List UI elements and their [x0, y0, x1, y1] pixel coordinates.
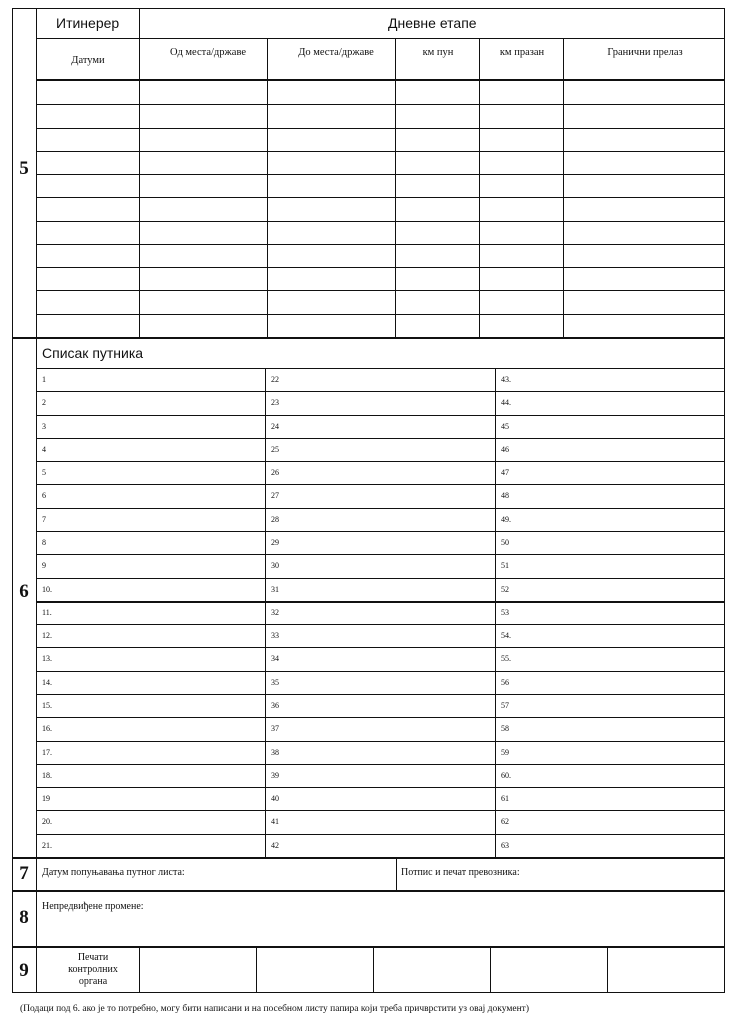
passenger-number: 38 [271, 748, 279, 757]
passenger-name-field[interactable] [58, 393, 262, 412]
section-number-6: 6 [19, 581, 29, 602]
passenger-number: 40 [271, 794, 279, 803]
stage-row[interactable] [37, 268, 724, 289]
passenger-name-field[interactable] [287, 836, 491, 855]
passenger-name-field[interactable] [287, 556, 491, 575]
passenger-name-field[interactable] [58, 370, 262, 389]
passenger-number: 53 [501, 608, 509, 617]
passenger-name-field[interactable] [58, 463, 262, 482]
passenger-number: 17. [42, 748, 52, 757]
passenger-number: 44. [501, 398, 511, 407]
passenger-number: 35 [271, 678, 279, 687]
footnote: (Подаци под 6. ако је то потребно, могу бити написани и на посебном листу папира који треба причврстити уз овај документ) [20, 1004, 530, 1014]
col-header-dates: Датуми [71, 55, 105, 66]
passenger-number: 36 [271, 701, 279, 710]
passenger-name-field[interactable] [58, 626, 262, 645]
passenger-name-field[interactable] [287, 393, 491, 412]
passenger-name-field[interactable] [58, 510, 262, 529]
passenger-name-field[interactable] [287, 440, 491, 459]
completion-date-label: Датум попуњавања путног листа: [42, 867, 185, 878]
stage-row[interactable] [37, 105, 724, 126]
passenger-name-field[interactable] [58, 603, 262, 622]
passenger-name-field[interactable] [58, 836, 262, 855]
passenger-number: 13. [42, 654, 52, 663]
passenger-name-field[interactable] [517, 812, 721, 831]
passenger-number: 23 [271, 398, 279, 407]
passenger-number: 3 [42, 422, 46, 431]
passenger-number: 1 [42, 375, 46, 384]
passenger-number: 62 [501, 817, 509, 826]
passenger-number: 60. [501, 771, 511, 780]
passenger-name-field[interactable] [287, 766, 491, 785]
stage-row[interactable] [37, 291, 724, 312]
passenger-name-field[interactable] [58, 417, 262, 436]
passenger-name-field[interactable] [58, 696, 262, 715]
passenger-number: 21. [42, 841, 52, 850]
passenger-number: 34 [271, 654, 279, 663]
passenger-number: 29 [271, 538, 279, 547]
passenger-number: 12. [42, 631, 52, 640]
passenger-name-field[interactable] [517, 673, 721, 692]
passenger-number: 31 [271, 585, 279, 594]
passenger-number: 54. [501, 631, 511, 640]
passenger-number: 11. [42, 608, 52, 617]
passenger-name-field[interactable] [517, 719, 721, 738]
passenger-number: 61 [501, 794, 509, 803]
stage-row[interactable] [37, 222, 724, 243]
itinerary-label: Итинерер [56, 15, 120, 31]
stage-row[interactable] [37, 198, 724, 219]
passenger-name-field[interactable] [287, 580, 491, 599]
passenger-number: 59 [501, 748, 509, 757]
passenger-name-field[interactable] [58, 719, 262, 738]
passenger-number: 22 [271, 375, 279, 384]
passenger-number: 43. [501, 375, 511, 384]
passenger-number: 6 [42, 491, 46, 500]
section-number-5: 5 [19, 158, 29, 179]
passenger-number: 48 [501, 491, 509, 500]
section-number-9: 9 [19, 960, 29, 981]
passenger-number: 28 [271, 515, 279, 524]
stamp-box-5[interactable] [608, 948, 724, 993]
passenger-number: 2 [42, 398, 46, 407]
passenger-name-field[interactable] [58, 440, 262, 459]
passenger-number: 42 [271, 841, 279, 850]
passenger-name-field[interactable] [517, 417, 721, 436]
passenger-number: 14. [42, 678, 52, 687]
passenger-name-field[interactable] [517, 836, 721, 855]
passenger-number: 58 [501, 724, 509, 733]
passenger-name-field[interactable] [58, 743, 262, 762]
passenger-name-field[interactable] [58, 812, 262, 831]
passenger-number: 52 [501, 585, 509, 594]
passenger-number: 30 [271, 561, 279, 570]
passenger-name-field[interactable] [58, 766, 262, 785]
passenger-number: 25 [271, 445, 279, 454]
passenger-number: 32 [271, 608, 279, 617]
stage-row[interactable] [37, 129, 724, 150]
stamp-box-4[interactable] [491, 948, 607, 993]
passenger-number: 50 [501, 538, 509, 547]
passenger-name-field[interactable] [287, 789, 491, 808]
passenger-name-field[interactable] [287, 603, 491, 622]
passenger-name-field[interactable] [287, 463, 491, 482]
passenger-number: 18. [42, 771, 52, 780]
passenger-number: 33 [271, 631, 279, 640]
passenger-number: 45 [501, 422, 509, 431]
passenger-number: 16. [42, 724, 52, 733]
passenger-name-field[interactable] [517, 370, 721, 389]
col-header-to: До места/државе [298, 47, 374, 58]
stamp-box-3[interactable] [374, 948, 490, 993]
passenger-name-field[interactable] [287, 533, 491, 552]
passenger-number: 4 [42, 445, 46, 454]
passenger-name-field[interactable] [517, 649, 721, 668]
passenger-number: 26 [271, 468, 279, 477]
daily-stages-label: Дневне етапе [388, 15, 477, 31]
passenger-list-title: Списак путника [42, 345, 144, 361]
passenger-name-field[interactable] [517, 580, 721, 599]
passenger-name-field[interactable] [517, 486, 721, 505]
passenger-name-field[interactable] [58, 486, 262, 505]
passenger-name-field[interactable] [517, 463, 721, 482]
passenger-number: 56 [501, 678, 509, 687]
passenger-name-field[interactable] [287, 743, 491, 762]
col-header-from: Од места/државе [170, 47, 246, 58]
passenger-name-field[interactable] [517, 626, 721, 645]
passenger-name-field[interactable] [287, 696, 491, 715]
stage-row[interactable] [37, 82, 724, 103]
passenger-name-field[interactable] [517, 510, 721, 529]
passenger-name-field[interactable] [287, 719, 491, 738]
passenger-name-field[interactable] [517, 533, 721, 552]
passenger-number: 7 [42, 515, 46, 524]
passenger-name-field[interactable] [517, 789, 721, 808]
passenger-name-field[interactable] [517, 440, 721, 459]
passenger-number: 46 [501, 445, 509, 454]
section-number-7: 7 [19, 863, 29, 884]
stamp-box-2[interactable] [257, 948, 373, 993]
section-number-8: 8 [19, 907, 29, 928]
passenger-number: 41 [271, 817, 279, 826]
passenger-number: 49. [501, 515, 511, 524]
passenger-number: 24 [271, 422, 279, 431]
passenger-name-field[interactable] [517, 766, 721, 785]
passenger-name-field[interactable] [58, 789, 262, 808]
passenger-number: 39 [271, 771, 279, 780]
control-stamps-label: Печати контролних органа [68, 952, 118, 987]
col-header-km-full: км пун [422, 47, 454, 58]
passenger-name-field[interactable] [58, 580, 262, 599]
passenger-name-field[interactable] [287, 812, 491, 831]
passenger-number: 51 [501, 561, 509, 570]
col-header-km-empty: км празан [499, 47, 545, 58]
passenger-name-field[interactable] [517, 696, 721, 715]
stage-row[interactable] [37, 315, 724, 336]
passenger-name-field[interactable] [58, 556, 262, 575]
stage-row[interactable] [37, 175, 724, 196]
passenger-name-field[interactable] [287, 510, 491, 529]
passenger-name-field[interactable] [58, 533, 262, 552]
passenger-name-field[interactable] [287, 673, 491, 692]
passenger-number: 55. [501, 654, 511, 663]
passenger-number: 15. [42, 701, 52, 710]
passenger-number: 47 [501, 468, 509, 477]
passenger-name-field[interactable] [287, 417, 491, 436]
passenger-name-field[interactable] [517, 743, 721, 762]
passenger-number: 19 [42, 794, 50, 803]
passenger-number: 8 [42, 538, 46, 547]
passenger-name-field[interactable] [517, 603, 721, 622]
carrier-signature-label: Потпис и печат превозника: [401, 867, 520, 878]
stage-row[interactable] [37, 245, 724, 266]
passenger-name-field[interactable] [287, 486, 491, 505]
passenger-number: 9 [42, 561, 46, 570]
passenger-number: 63 [501, 841, 509, 850]
stage-row[interactable] [37, 152, 724, 173]
passenger-number: 5 [42, 468, 46, 477]
passenger-name-field[interactable] [58, 673, 262, 692]
passenger-number: 27 [271, 491, 279, 500]
passenger-name-field[interactable] [517, 556, 721, 575]
passenger-name-field[interactable] [287, 626, 491, 645]
stamp-box-1[interactable] [140, 948, 256, 993]
unforeseen-changes-label: Непредвиђене промене: [42, 901, 144, 912]
passenger-name-field[interactable] [58, 649, 262, 668]
passenger-number: 20. [42, 817, 52, 826]
passenger-number: 37 [271, 724, 279, 733]
passenger-name-field[interactable] [287, 370, 491, 389]
passenger-name-field[interactable] [517, 393, 721, 412]
passenger-number: 57 [501, 701, 509, 710]
passenger-name-field[interactable] [287, 649, 491, 668]
col-header-border: Гранични прелаз [607, 47, 683, 58]
passenger-number: 10. [42, 585, 52, 594]
